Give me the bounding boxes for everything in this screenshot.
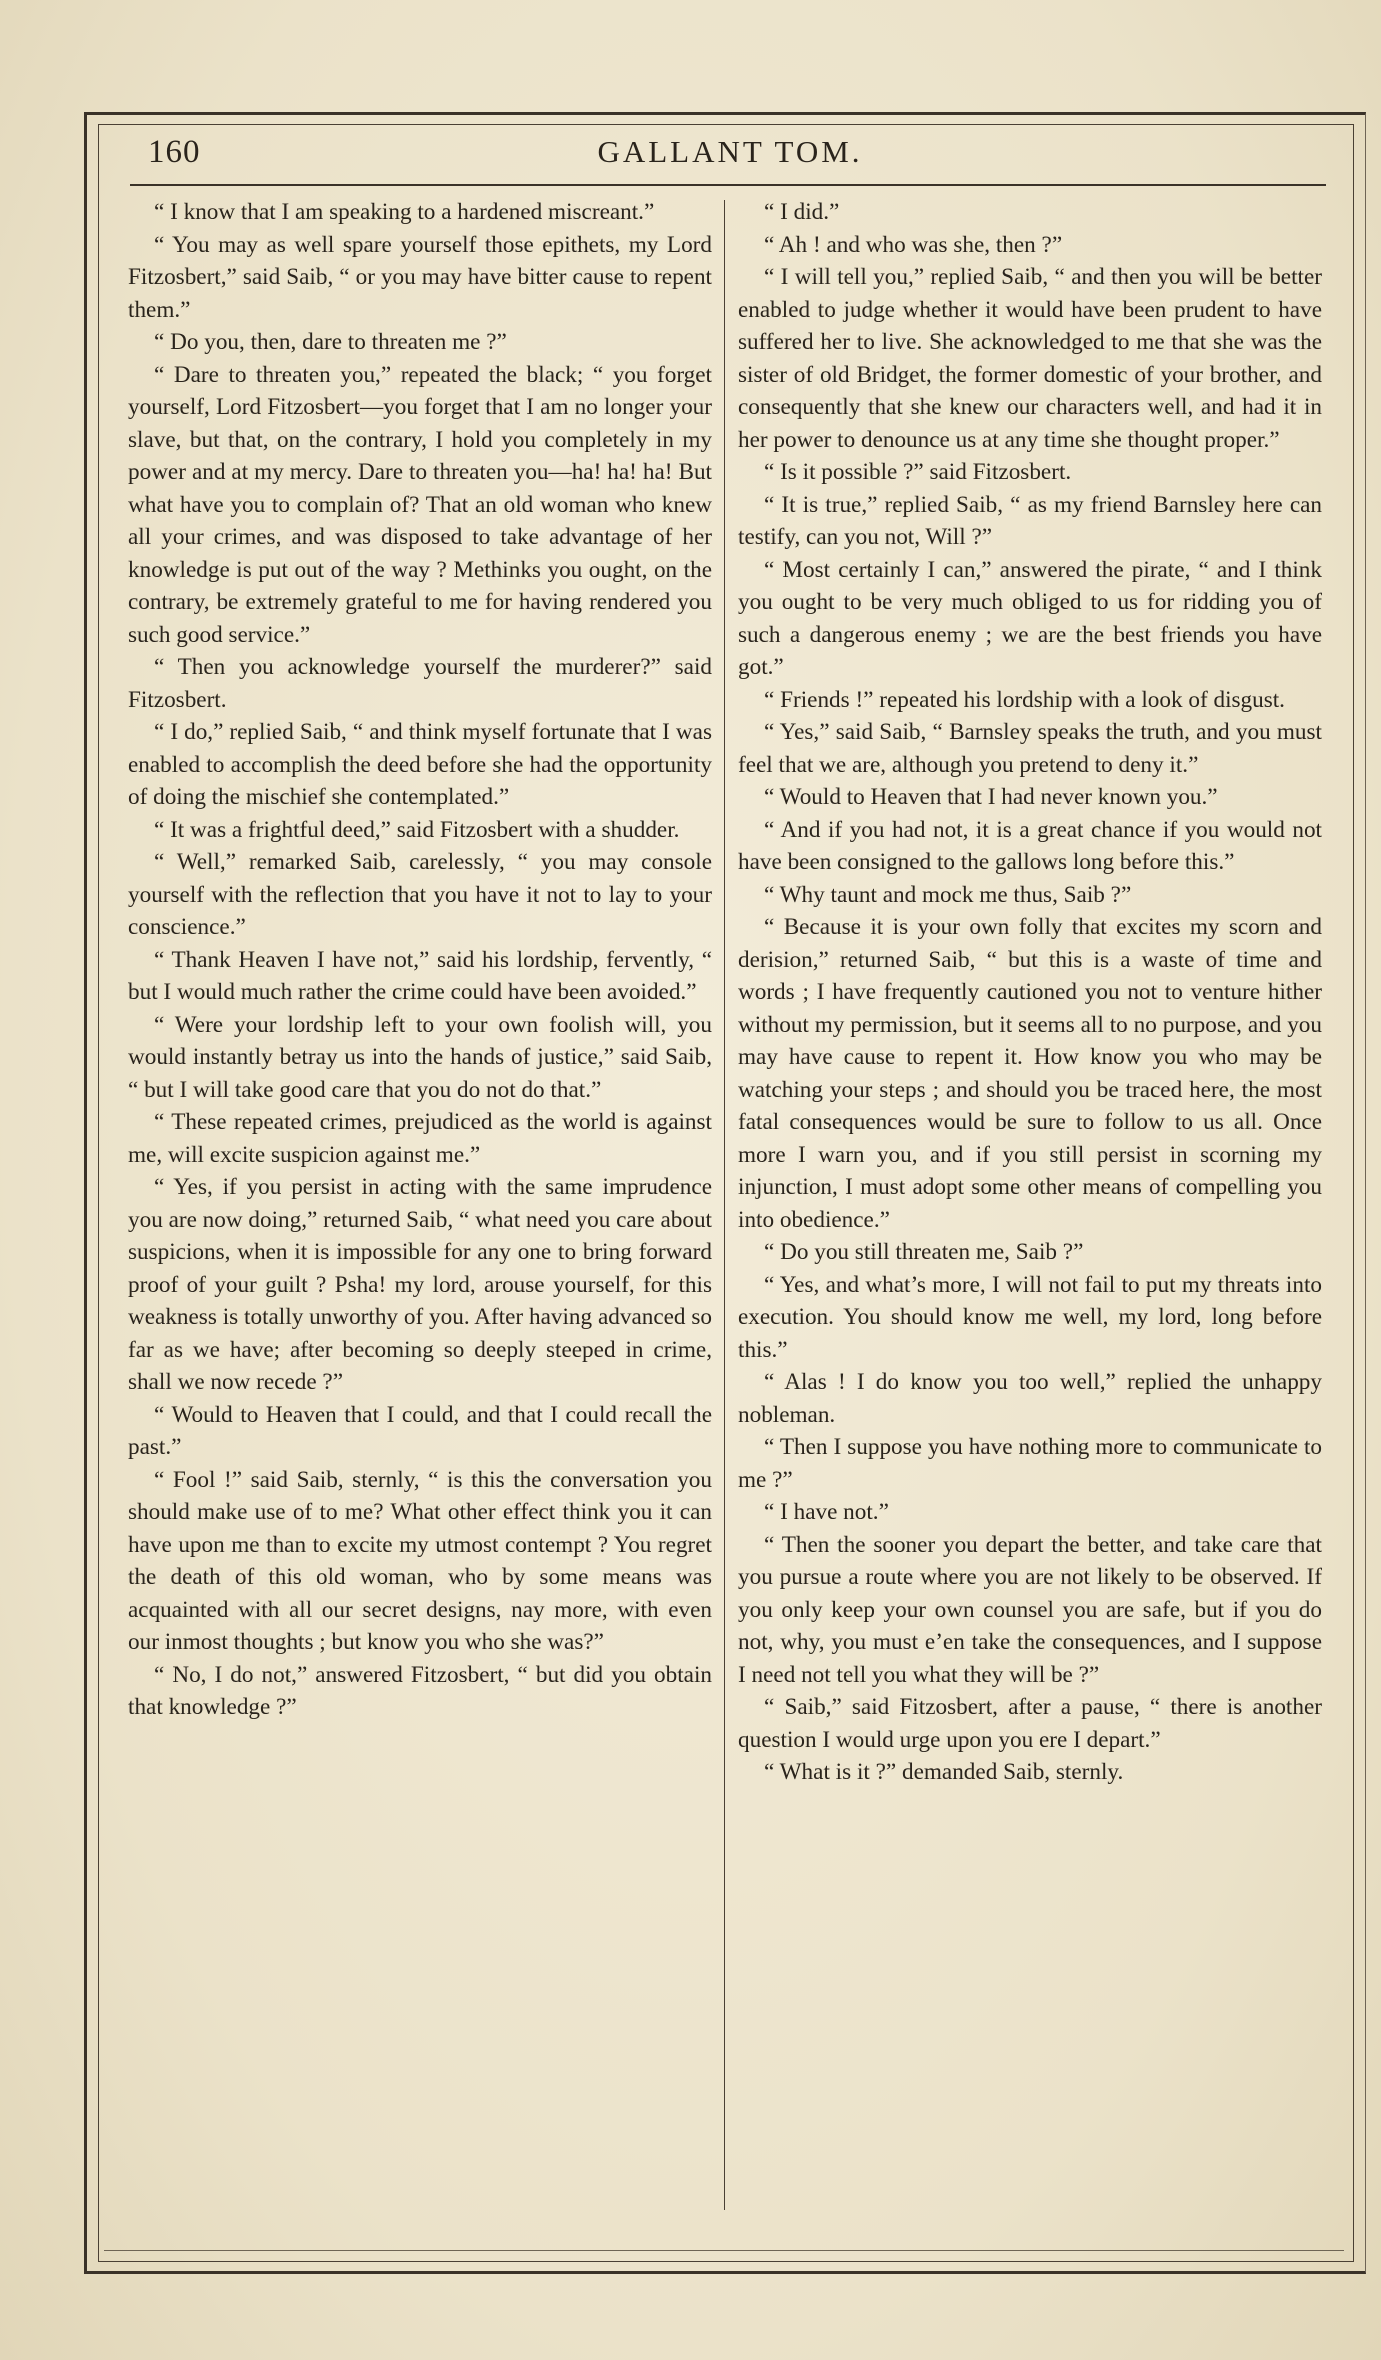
- paragraph: “ I will tell you,” replied Saib, “ and then you will be better enabled to judge whether it would have been prudent to have suffered her to live. She acknowledged to me that she was the sister of old Bridget, the former domestic of your brother, and consequently that she knew our characters well, and had it in her power to denounce us at any time she thought proper.”: [738, 264, 1322, 453]
- paragraph: “ Then I suppose you have nothing more to communicate to me ?”: [738, 1434, 1322, 1493]
- paragraph: “ It was a frightful deed,” said Fitzosbert with a shudder.: [154, 816, 680, 843]
- paragraph: “ I have not.”: [764, 1499, 889, 1525]
- paragraph: “ Most certainly I can,” answered the pirate, “ and I think you ought to be very much obliged to us for ridding you of such a dangerous enemy ; we are the best friends you have got.”: [738, 556, 1322, 680]
- column-divider: [724, 200, 725, 2210]
- page-header: [140, 130, 1320, 182]
- paragraph: “ Do you still threaten me, Saib ?”: [764, 1239, 1084, 1265]
- paragraph: “ What is it ?” demanded Saib, sternly.: [764, 1759, 1124, 1785]
- paragraph: “ Because it is your own folly that excites my scorn and derision,” returned Saib, “ but this is a waste of time and words ; I have frequently cautioned you not to venture hither without my permission, but it seems all to no purpose, and you may have cause to repent it. How know you who may be watching your steps ; and should you be traced here, the most fatal consequences would be sure to follow to us all. Once more I warn you, and if you still persist in scorning my injunction, I must adopt some other means of compelling you into obedience.”: [738, 914, 1322, 1233]
- paragraph: “ Yes, if you persist in acting with the same imprudence you are now doing,” returned Saib, “ what need you care about suspicions, when it is impossible for any one to bring forward proof of your guilt ? Psha! my lord, arouse yourself, for this weakness is totally unworthy of you. After having advanced so far as we have; after becoming so deeply steeped in crime, shall we now recede ?”: [128, 1174, 712, 1395]
- bottom-rule: [104, 2250, 1344, 2251]
- paragraph: “ It is true,” replied Saib, “ as my friend Barnsley here can testify, can you not, Will ?”: [738, 491, 1322, 550]
- paragraph: “ Do you, then, dare to threaten me ?”: [154, 329, 507, 355]
- paragraph: “ I know that I am speaking to a hardened miscreant.”: [154, 199, 655, 225]
- paragraph: “ Is it possible ?” said Fitzosbert.: [764, 459, 1072, 485]
- right-column: [738, 196, 1322, 2228]
- paragraph: “ Were your lordship left to your own foolish will, you would instantly betray us into the hands of justice,” said Saib, “ but I will take good care that you do not do that.”: [128, 1011, 712, 1103]
- header-rule: [130, 184, 1326, 186]
- paragraph: “ Yes,” said Saib, “ Barnsley speaks the truth, and you must feel that we are, although you pretend to deny it.”: [738, 719, 1322, 778]
- running-title: GALLANT TOM.: [597, 134, 863, 169]
- paragraph: “ Alas ! I do know you too well,” replied the unhappy nobleman.: [738, 1369, 1322, 1428]
- paragraph: “ Would to Heaven that I could, and that I could recall the past.”: [128, 1401, 712, 1460]
- paragraph: “ Then you acknowledge yourself the murderer?” said Fitzosbert.: [128, 654, 712, 713]
- paragraph: “ I did.”: [764, 199, 840, 225]
- paragraph: “ Friends !” repeated his lordship with a look of disgust.: [764, 686, 1285, 713]
- paragraph: “ Well,” remarked Saib, carelessly, “ you may console yourself with the reflection that you have it not to lay to your conscience.”: [128, 849, 712, 940]
- left-column: [128, 196, 712, 2228]
- paragraph: “ I do,” replied Saib, “ and think myself fortunate that I was enabled to accomplish the deed before she had the opportunity of doing the mischief she contemplated.”: [128, 719, 712, 810]
- paragraph: “ Fool !” said Saib, sternly, “ is this the conversation you should make use of to me? What other effect think you it can have upon me than to excite my utmost contempt ? You regret the death of this old woman, who by some means was acquainted with all our secret designs, nay more, with even our inmost thoughts ; but know you who she was?”: [128, 1466, 712, 1655]
- paragraph: “ Thank Heaven I have not,” said his lordship, fervently, “ but I would much rather the crime could have been avoided.”: [128, 946, 712, 1005]
- paragraph: “ Then the sooner you depart the better, and take care that you pursue a route where you are not likely to be observed. If you only keep your own counsel you are safe, but if you do not, why, you must e’en take the consequences, and I suppose I need not tell you what they will be ?”: [738, 1531, 1322, 1688]
- paragraph: “ And if you had not, it is a great chance if you would not have been consigned to the gallows long before this.”: [738, 816, 1322, 875]
- paragraph: “ Saib,” said Fitzosbert, after a pause, “ there is another question I would urge upon you ere I depart.”: [738, 1694, 1322, 1753]
- paragraph: “ Would to Heaven that I had never known you.”: [764, 784, 1218, 810]
- paragraph: “ Why taunt and mock me thus, Saib ?”: [764, 881, 1132, 908]
- paragraph: “ These repeated crimes, prejudiced as the world is against me, will excite suspicion against me.”: [128, 1109, 712, 1168]
- paragraph: “ Ah ! and who was she, then ?”: [764, 231, 1063, 258]
- paragraph: “ Yes, and what’s more, I will not fail to put my threats into execution. You should know me well, my lord, long before this.”: [738, 1271, 1322, 1363]
- paragraph: “ Dare to threaten you,” repeated the black; “ you forget yourself, Lord Fitzosbert—you forget that I am no longer your slave, but that, on the contrary, I hold you completely in my power and at my mercy. Dare to threaten you—ha! ha! ha! But what have you to complain of? That an old woman who knew all your crimes, and was disposed to take advantage of her knowledge is put out of the way ? Methinks you ought, on the contrary, be extremely grateful to me for having rendered you such good service.”: [128, 361, 712, 648]
- page-number: 160: [148, 134, 201, 170]
- paragraph: “ You may as well spare yourself those epithets, my Lord Fitzosbert,” said Saib, “ or you may have bitter cause to repent them.”: [128, 231, 712, 323]
- paragraph: “ No, I do not,” answered Fitzosbert, “ but did you obtain that knowledge ?”: [128, 1661, 712, 1720]
